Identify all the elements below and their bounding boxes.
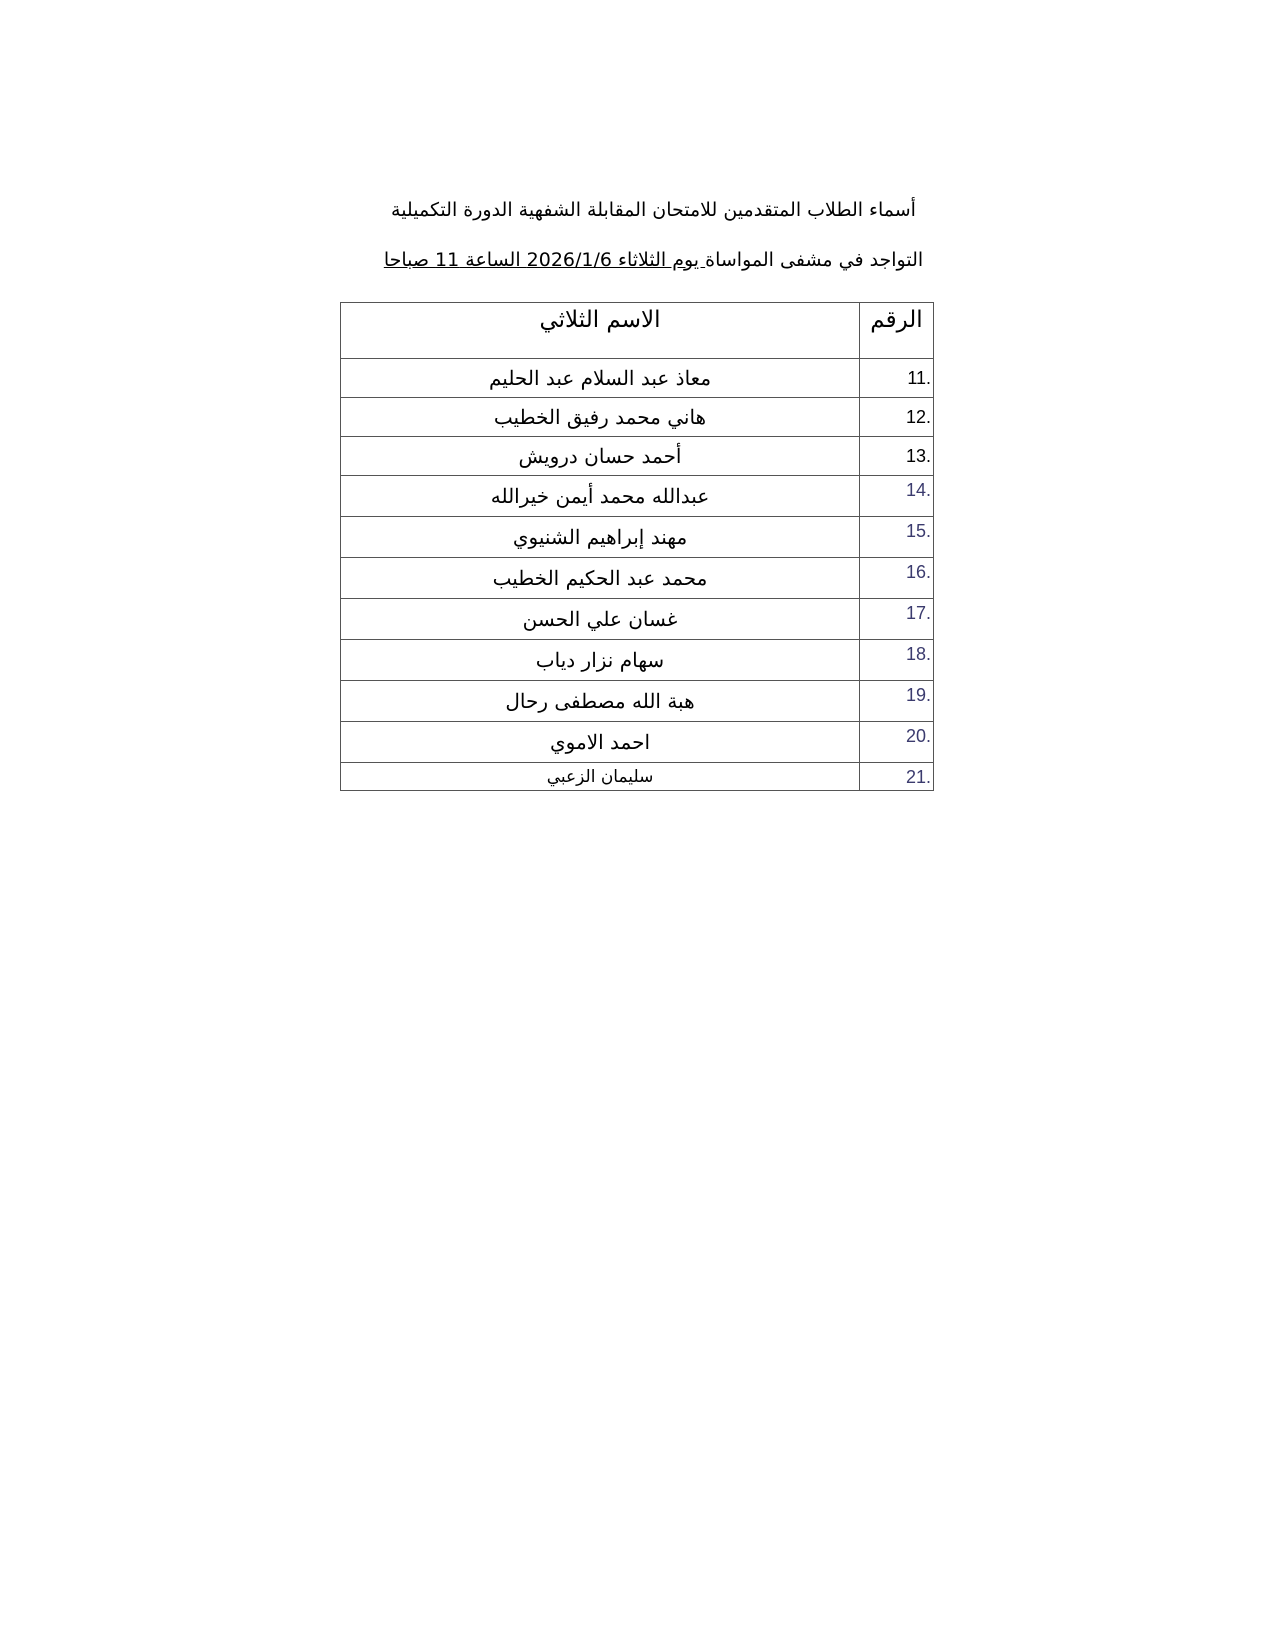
table-header-row: [341, 303, 934, 359]
row-name: معاذ عبد السلام عبد الحليم: [341, 359, 860, 398]
table-row: [341, 558, 934, 599]
table-row: [341, 476, 934, 517]
row-number: 11.: [860, 359, 934, 398]
table-row: [341, 722, 934, 763]
row-name: أحمد حسان درويش: [341, 437, 860, 476]
row-number: 14.: [860, 476, 934, 517]
table-row: [341, 599, 934, 640]
row-number: 16.: [860, 558, 934, 599]
subtitle-date-time: يوم الثلاثاء 2026/1/6 الساعة 11 صباحا: [383, 249, 706, 271]
row-name: احمد الاموي: [341, 722, 860, 763]
header-number: الرقم: [860, 303, 934, 359]
row-name: غسان علي الحسن: [341, 599, 860, 640]
row-number: 15.: [860, 517, 934, 558]
table-row: [341, 398, 934, 437]
row-name: محمد عبد الحكيم الخطيب: [341, 558, 860, 599]
document-subtitle: [0, 246, 1275, 274]
students-table: [340, 302, 934, 791]
table-row: [341, 640, 934, 681]
row-name: سليمان الزعبي: [341, 763, 860, 791]
row-number: 19.: [860, 681, 934, 722]
subtitle-location: التواجد في مشفى المواساة: [705, 249, 924, 271]
row-name: عبدالله محمد أيمن خيرالله: [341, 476, 860, 517]
row-number: 13.: [860, 437, 934, 476]
header-full-name: الاسم الثلاثي: [341, 303, 860, 359]
table-row: [341, 681, 934, 722]
table-row: [341, 359, 934, 398]
row-number: 18.: [860, 640, 934, 681]
table-row: [341, 517, 934, 558]
row-name: سهام نزار دياب: [341, 640, 860, 681]
row-name: هبة الله مصطفى رحال: [341, 681, 860, 722]
row-number: 17.: [860, 599, 934, 640]
row-name: مهند إبراهيم الشنيوي: [341, 517, 860, 558]
document-title: أسماء الطلاب المتقدمين للامتحان المقابلة الشفهية الدورة التكميلية: [391, 199, 916, 221]
row-number: 12.: [860, 398, 934, 437]
row-number: 21.: [860, 763, 934, 791]
table-row: [341, 437, 934, 476]
table-row: [341, 763, 934, 791]
row-number: 20.: [860, 722, 934, 763]
row-name: هاني محمد رفيق الخطيب: [341, 398, 860, 437]
